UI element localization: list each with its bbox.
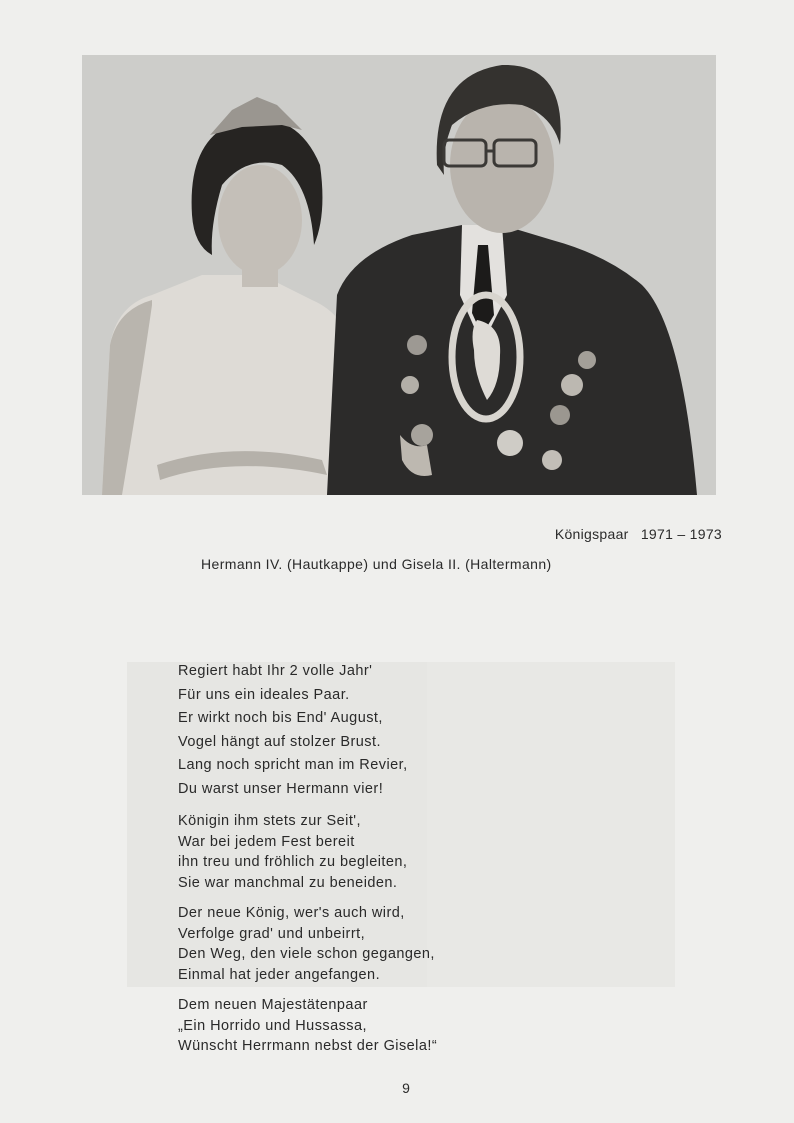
poem-line: Er wirkt noch bis End' August,: [178, 710, 383, 726]
poem-line: Wünscht Herrmann nebst der Gisela!“: [178, 1038, 438, 1054]
caption-title-text: Königspaar: [554, 526, 629, 542]
poem-line: Regiert habt Ihr 2 volle Jahr': [178, 663, 373, 679]
poem-line: Du warst unser Hermann vier!: [178, 780, 384, 797]
poem-line: Lang noch spricht man im Revier,: [178, 757, 408, 773]
woman-face: [218, 165, 302, 275]
page-number: 9: [402, 1080, 410, 1096]
background-shade: [427, 662, 675, 987]
photo-illustration: [82, 55, 716, 495]
poem-line: Verfolge grad' und unbeirrt,: [178, 925, 366, 942]
poem-line: ihn treu und fröhlich zu begleiten,: [178, 854, 408, 870]
poem-stanza: [178, 660, 437, 801]
poem-stanza: [178, 811, 437, 893]
poem-line: „Ein Horrido und Hussassa,: [178, 1017, 367, 1034]
poem: [178, 660, 437, 1067]
poem-line: Königin ihm stets zur Seit',: [178, 813, 361, 829]
poem-line: War bei jedem Fest bereit: [178, 833, 355, 850]
poem-line: Sie war manchmal zu beneiden.: [178, 874, 398, 891]
poem-line: Den Weg, den viele schon gegangen,: [178, 946, 435, 962]
poem-line: Für uns ein ideales Paar.: [178, 686, 350, 703]
portrait-photo: [82, 55, 716, 495]
poem-stanza: [178, 903, 437, 985]
poem-line: Dem neuen Majestätenpaar: [178, 997, 368, 1013]
caption-names: Hermann IV. (Hautkappe) und Gisela II. (Haltermann): [201, 556, 552, 572]
caption-years: 1971 – 1973: [640, 526, 722, 542]
caption-title: [555, 526, 722, 542]
poem-line: Einmal hat jeder angefangen.: [178, 966, 381, 983]
poem-stanza: [178, 995, 437, 1057]
poem-line: Der neue König, wer's auch wird,: [178, 905, 405, 921]
poem-line: Vogel hängt auf stolzer Brust.: [178, 733, 381, 750]
